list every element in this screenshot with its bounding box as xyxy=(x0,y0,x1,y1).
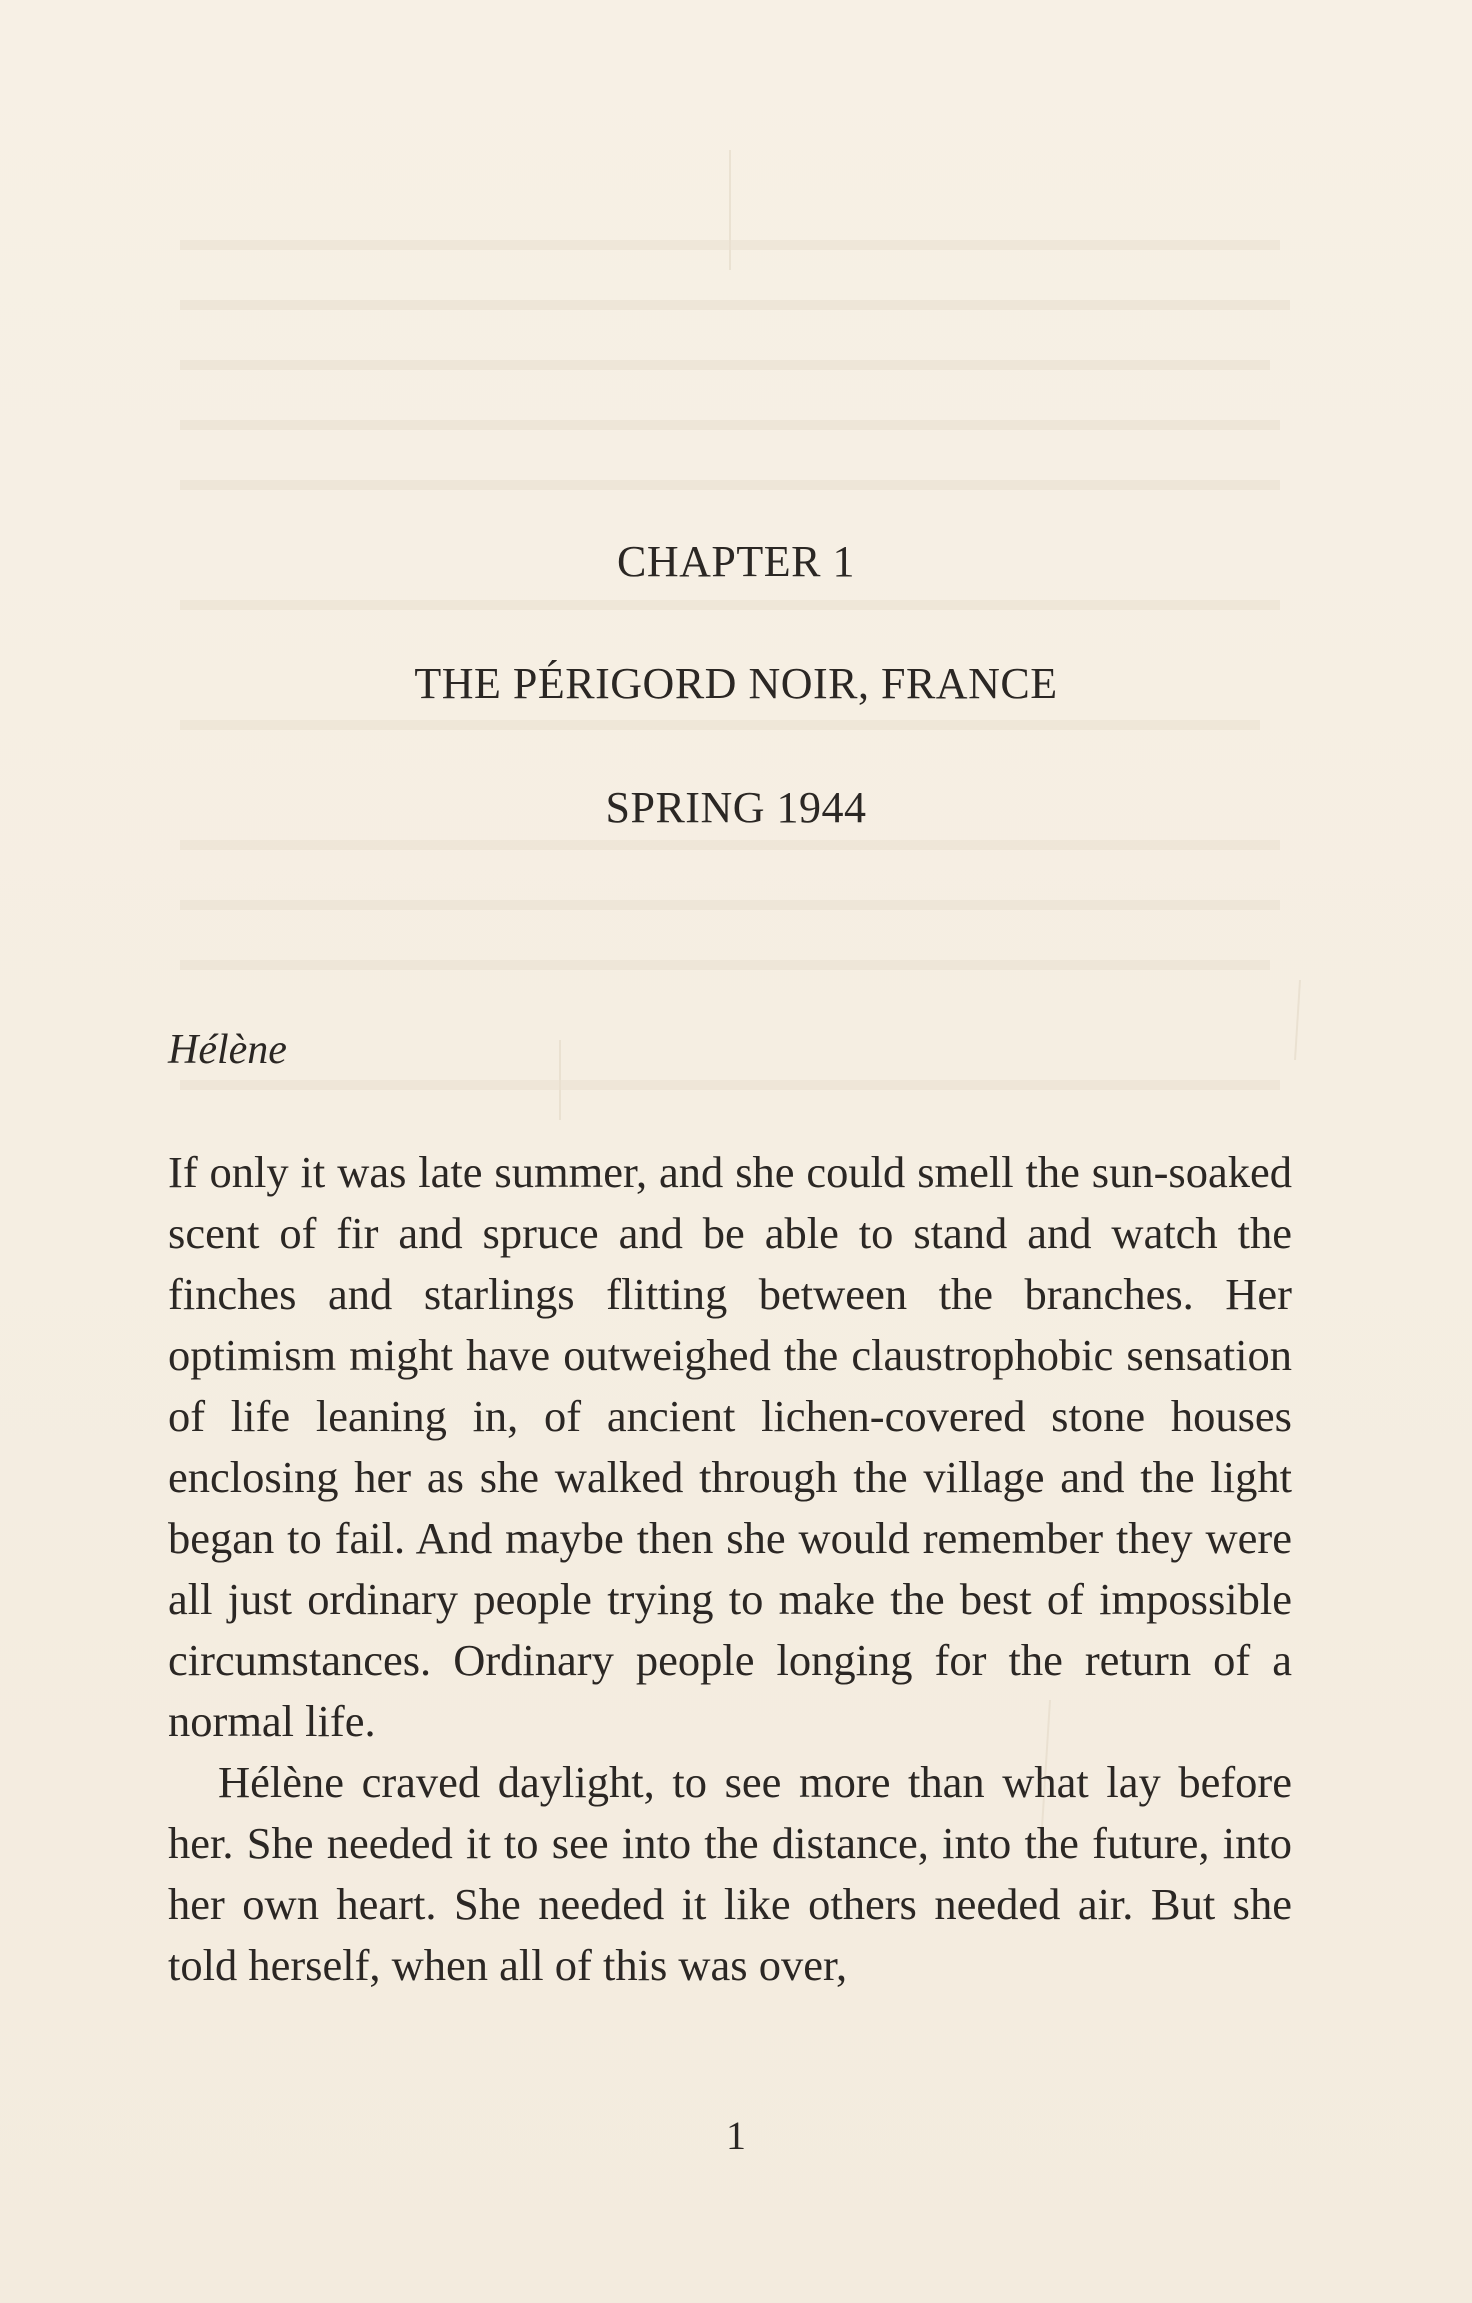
page-number: 1 xyxy=(726,2113,746,2158)
chapter-title: CHAPTER 1 xyxy=(617,537,855,586)
pov-character-name: Hélène xyxy=(168,1027,287,1073)
paragraph-1: If only it was late summer, and she could smell the sun-soaked scent of fir and spruce and be able to stand and watch the finches and starlings flitting between the branches. Her optimism might have outweighed the claustrophobic sensation of life leaning in, of ancient lichen-covered stone houses enclosing her as she walked through the village and the light began to fail. And maybe then she would remember they were all just ordinary people trying to make the best of impossible circumstances. Ordinary people longing for the return of a normal life. xyxy=(168,1147,1292,1746)
chapter-season: SPRING 1944 xyxy=(605,783,867,832)
chapter-location: THE PÉRIGORD NOIR, FRANCE xyxy=(414,659,1058,708)
paragraph-2: Hélène craved daylight, to see more than what lay before her. She needed it to see into the distance, into the future, into her own heart. She needed it like others needed air. But she told herself, when all of this was over, xyxy=(168,1757,1292,1990)
body-text xyxy=(168,1142,1292,1996)
